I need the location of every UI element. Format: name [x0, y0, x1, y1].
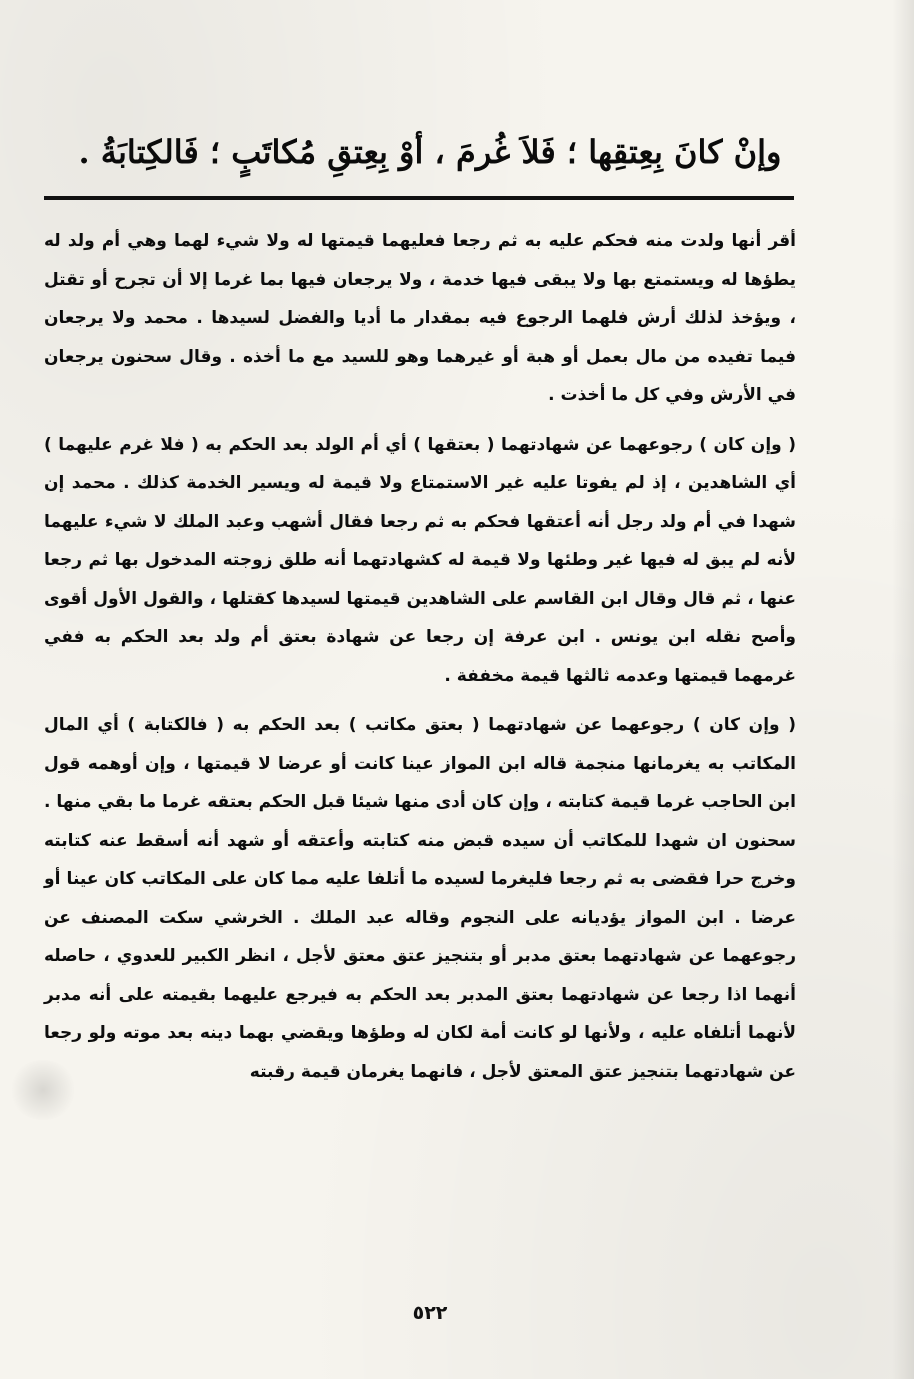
- matn-heading: وإنْ كانَ بِعِتقِها ؛ فَلاَ غُرمَ ، أوْ بِعِتقِ مُكاتَبٍ ؛ فَالكِتابَةُ .: [78, 133, 782, 171]
- page-edge-shadow: [892, 0, 914, 1379]
- paragraph-1: أقر أنها ولدت منه فحكم عليه به ثم رجعا فعليهما قيمتها له ولا شيء لهما وهي أم ولد له يطؤها له ويستمتع بها ولا يبقى فيها خدمة ، ولا يرجعان فيها بما غرما إلا أن تجرح أو تقتل ، ويؤخذ لذلك أرش فلهما الرجوع فيه بمقدار ما أديا والفضل لسيدها . محمد ولا يرجعان فيما تفيده من مال بعمل أو هبة أو غيرهما وهو للسيد مع ما أخذه . وقال سحنون يرجعان في الأرش وفي كل ما أخذت .: [44, 231, 796, 405]
- heading-divider: [44, 196, 794, 200]
- commentary-body: [44, 222, 796, 1091]
- paragraph-2: ( وإن كان ) رجوعهما عن شهادتهما ( بعتقها ) أي أم الولد بعد الحكم به ( فلا غرم عليهما ) أي الشاهدين ، إذ لم يفوتا عليه غير الاستمتاع ولا قيمة له ويسير الخدمة كذلك . محمد إن شهدا في أم ولد رجل أنه أعتقها فحكم به ثم رجعا فقال أشهب وعبد الملك لا شيء عليهما لأنه لم يبق له فيها غير وطئها ولا قيمة له كشهادتهما أنه طلق زوجته المدخول بها ثم رجعا عنها ، ثم قال وقال ابن القاسم على الشاهدين قيمتها لسيدها كقتلها ، والقول الأول أقوى وأصح نقله ابن يونس . ابن عرفة إن رجعا عن شهادة بعتق أم ولد بعد الحكم به ففي غرمهما قيمتها وعدمه ثالثها قيمة مخففة .: [44, 434, 796, 686]
- page-number: ٥٢٢: [412, 1302, 448, 1324]
- paragraph-3: ( وإن كان ) رجوعهما عن شهادتهما ( بعتق مكاتب ) بعد الحكم به ( فالكتابة ) أي المال المكاتب به يغرمانها منجمة قاله ابن المواز عينا كانت أو عرضا لا قيمتها ، وإن أوهمه قول ابن الحاجب غرما قيمة كتابته ، وإن كان أدى منها شيئا قبل الحكم بعتقه غرما ما بقي منها . سحنون ان شهدا للمكاتب أن سيده قبض منه كتابته وأعتقه أو شهد أنه أسقط عنه كتابته وخرج حرا فقضى به ثم رجعا فليغرما لسيده ما أتلفا عليه مما كان على المكاتب كان عينا أو عرضا . ابن المواز يؤديانه على النجوم وقاله عبد الملك . الخرشي سكت المصنف عن رجوعهما عن شهادتهما بعتق مدبر أو بتنجيز عتق معتق لأجل ، انظر الكبير للعدوي ، حاصله أنهما اذا رجعا عن شهادتهما بعتق المدبر بعد الحكم به فيرجع عليهما بقيمته على أنه مدبر لأنهما أتلفاه عليه ، ولأنها لو كانت أمة لكان له وطؤها ويقضي بهما دينه بعد موته ولو رجعا عن شهادتهما بتنجيز عتق المعتق لأجل ، فانهما يغرمان قيمة رقبته: [44, 715, 796, 1082]
